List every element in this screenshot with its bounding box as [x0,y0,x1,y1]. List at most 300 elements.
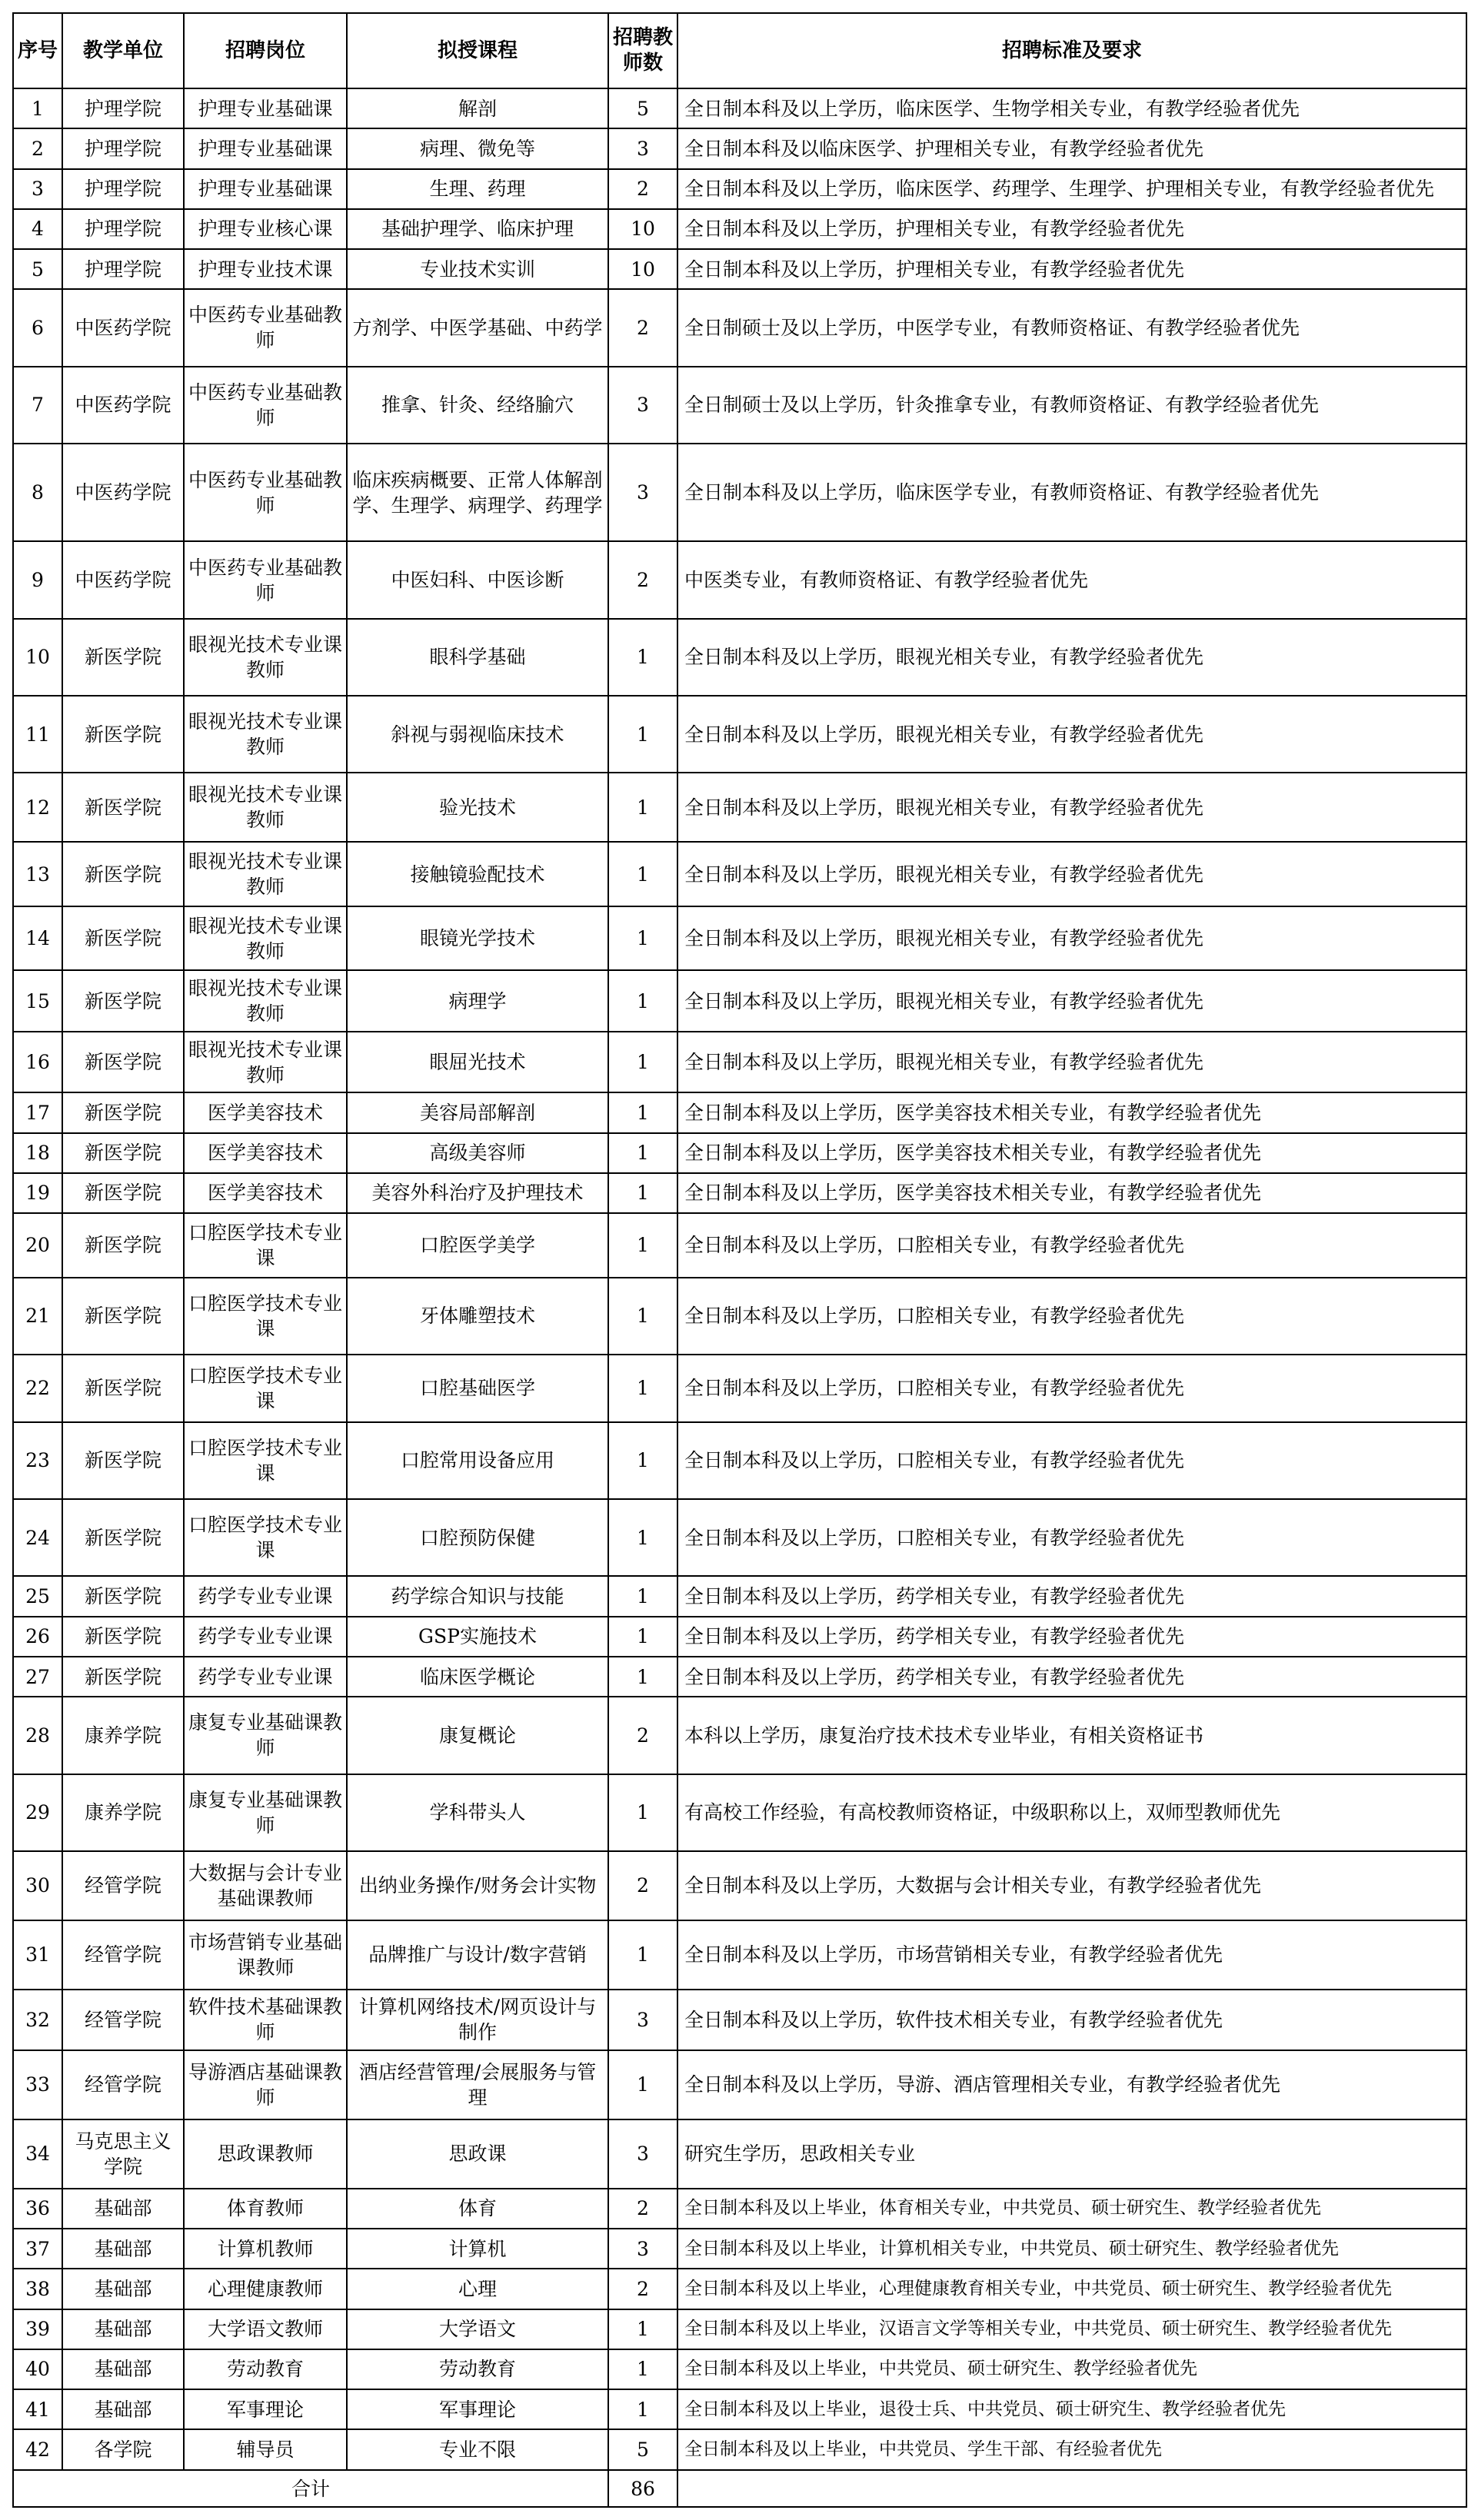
table-row [13,2429,1466,2470]
total-label: 合计 [13,2470,608,2507]
row-number: 13 [13,842,62,906]
teacher-count: 1 [608,1173,677,1213]
position: 军事理论 [184,2389,347,2429]
course: 军事理论 [347,2389,608,2429]
total-empty [677,2470,1466,2507]
teaching-unit: 中医药学院 [62,541,184,618]
position: 药学专业专业课 [184,1576,347,1616]
position: 护理专业基础课 [184,88,347,128]
requirements: 全日制本科及以上学历，药学相关专业，有教学经验者优先 [677,1617,1466,1657]
course: 眼屈光技术 [347,1032,608,1092]
table-row [13,1422,1466,1499]
requirements: 全日制硕士及以上学历，针灸推拿专业，有教师资格证、有教学经验者优先 [677,367,1466,444]
teaching-unit: 经管学院 [62,2050,184,2119]
requirements: 全日制本科及以上毕业，汉语言文学等相关专业，中共党员、硕士研究生、教学经验者优先 [677,2309,1466,2349]
teaching-unit: 新医学院 [62,1422,184,1499]
teacher-count: 3 [608,367,677,444]
teaching-unit: 新医学院 [62,1173,184,1213]
position: 护理专业基础课 [184,169,347,209]
teacher-count: 2 [608,1697,677,1774]
course: 临床疾病概要、正常人体解剖学、生理学、病理学、药理学 [347,444,608,542]
row-number: 6 [13,289,62,366]
position: 中医药专业基础教师 [184,541,347,618]
teacher-count: 3 [608,2119,677,2189]
teaching-unit: 各学院 [62,2429,184,2470]
teacher-count: 1 [608,1774,677,1851]
table-row [13,2189,1466,2229]
teacher-count: 5 [608,2429,677,2470]
position: 眼视光技术专业课教师 [184,773,347,842]
teaching-unit: 护理学院 [62,88,184,128]
header-post: 招聘岗位 [184,13,347,88]
requirements: 全日制本科及以上毕业，体育相关专业，中共党员、硕士研究生、教学经验者优先 [677,2189,1466,2229]
teaching-unit: 中医药学院 [62,367,184,444]
requirements: 全日制本科及以上学历，医学美容技术相关专业，有教学经验者优先 [677,1133,1466,1173]
teaching-unit: 康养学院 [62,1697,184,1774]
table-row [13,2309,1466,2349]
teaching-unit: 护理学院 [62,249,184,289]
row-number: 36 [13,2189,62,2229]
position: 劳动教育 [184,2349,347,2389]
row-number: 33 [13,2050,62,2119]
position: 护理专业核心课 [184,209,347,249]
total-count: 86 [608,2470,677,2507]
teaching-unit: 中医药学院 [62,289,184,366]
course: 方剂学、中医学基础、中药学 [347,289,608,366]
requirements: 全日制本科及以上学历，药学相关专业，有教学经验者优先 [677,1576,1466,1616]
position: 医学美容技术 [184,1092,347,1132]
teaching-unit: 新医学院 [62,970,184,1031]
row-number: 12 [13,773,62,842]
table-row [13,169,1466,209]
header-course: 拟授课程 [347,13,608,88]
requirements: 全日制本科及以上学历，眼视光相关专业，有教学经验者优先 [677,619,1466,696]
row-number: 37 [13,2229,62,2269]
table-row [13,773,1466,842]
course: 口腔医学美学 [347,1213,608,1278]
row-number: 34 [13,2119,62,2189]
table-row [13,1920,1466,1990]
course: 牙体雕塑技术 [347,1278,608,1355]
position: 眼视光技术专业课教师 [184,619,347,696]
row-number: 27 [13,1657,62,1697]
position: 口腔医学技术专业课 [184,1422,347,1499]
requirements: 全日制本科及以上学历，眼视光相关专业，有教学经验者优先 [677,773,1466,842]
course: GSP实施技术 [347,1617,608,1657]
table-row [13,1173,1466,1213]
course: 基础护理学、临床护理 [347,209,608,249]
position: 护理专业基础课 [184,128,347,168]
requirements: 全日制本科及以上学历，口腔相关专业，有教学经验者优先 [677,1422,1466,1499]
row-number: 4 [13,209,62,249]
requirements: 全日制本科及以上学历，医学美容技术相关专业，有教学经验者优先 [677,1173,1466,1213]
teacher-count: 1 [608,2050,677,2119]
teacher-count: 5 [608,88,677,128]
row-number: 1 [13,88,62,128]
teacher-count: 1 [608,1213,677,1278]
teacher-count: 3 [608,444,677,542]
table-row [13,1092,1466,1132]
table-row [13,2050,1466,2119]
table-row [13,842,1466,906]
teaching-unit: 康养学院 [62,1774,184,1851]
requirements: 全日制本科及以上学历，临床医学专业，有教师资格证、有教学经验者优先 [677,444,1466,542]
teaching-unit: 基础部 [62,2349,184,2389]
teaching-unit: 基础部 [62,2269,184,2309]
teacher-count: 1 [608,842,677,906]
teacher-count: 1 [608,619,677,696]
course: 中医妇科、中医诊断 [347,541,608,618]
teacher-count: 2 [608,2269,677,2309]
course: 临床医学概论 [347,1657,608,1697]
requirements: 研究生学历，思政相关专业 [677,2119,1466,2189]
table-row [13,970,1466,1031]
teaching-unit: 经管学院 [62,1851,184,1920]
teacher-count: 2 [608,541,677,618]
requirements: 全日制本科及以上学历，导游、酒店管理相关专业，有教学经验者优先 [677,2050,1466,2119]
table-row [13,2349,1466,2389]
position: 眼视光技术专业课教师 [184,906,347,971]
table-row [13,1133,1466,1173]
teacher-count: 1 [608,696,677,773]
table-row [13,696,1466,773]
requirements: 全日制本科及以上学历，医学美容技术相关专业，有教学经验者优先 [677,1092,1466,1132]
row-number: 23 [13,1422,62,1499]
teacher-count: 1 [608,1422,677,1499]
row-number: 38 [13,2269,62,2309]
teacher-count: 1 [608,1032,677,1092]
course: 美容局部解剖 [347,1092,608,1132]
position: 药学专业专业课 [184,1617,347,1657]
position: 护理专业技术课 [184,249,347,289]
position: 大学语文教师 [184,2309,347,2349]
table-row [13,906,1466,971]
table-row [13,1213,1466,1278]
teacher-count: 1 [608,1499,677,1576]
position: 中医药专业基础教师 [184,444,347,542]
table-row [13,1576,1466,1616]
table-row [13,367,1466,444]
course: 计算机网络技术/网页设计与制作 [347,1990,608,2050]
teaching-unit: 基础部 [62,2189,184,2229]
table-row [13,1774,1466,1851]
course: 心理 [347,2269,608,2309]
table-row [13,1355,1466,1422]
total-row [13,2470,1466,2507]
requirements: 全日制本科及以上学历，护理相关专业，有教学经验者优先 [677,209,1466,249]
table-row [13,619,1466,696]
teaching-unit: 基础部 [62,2389,184,2429]
course: 眼镜光学技术 [347,906,608,971]
teaching-unit: 新医学院 [62,1355,184,1422]
position: 辅导员 [184,2429,347,2470]
header-count: 招聘教师数 [608,13,677,88]
requirements: 全日制本科及以上学历，眼视光相关专业，有教学经验者优先 [677,842,1466,906]
table-row [13,128,1466,168]
teaching-unit: 新医学院 [62,1278,184,1355]
course: 计算机 [347,2229,608,2269]
position: 眼视光技术专业课教师 [184,842,347,906]
course: 专业不限 [347,2429,608,2470]
teaching-unit: 新医学院 [62,906,184,971]
teacher-count: 1 [608,970,677,1031]
teacher-count: 1 [608,906,677,971]
teaching-unit: 护理学院 [62,128,184,168]
course: 接触镜验配技术 [347,842,608,906]
teaching-unit: 新医学院 [62,1617,184,1657]
teaching-unit: 新医学院 [62,1213,184,1278]
requirements: 全日制本科及以上毕业，心理健康教育相关专业，中共党员、硕士研究生、教学经验者优先 [677,2269,1466,2309]
table-row [13,88,1466,128]
table-row [13,1990,1466,2050]
course: 出纳业务操作/财务会计实物 [347,1851,608,1920]
teacher-count: 3 [608,128,677,168]
course: 药学综合知识与技能 [347,1576,608,1616]
teaching-unit: 新医学院 [62,1576,184,1616]
course: 验光技术 [347,773,608,842]
requirements: 全日制本科及以上学历，软件技术相关专业，有教学经验者优先 [677,1990,1466,2050]
teacher-count: 1 [608,773,677,842]
row-number: 15 [13,970,62,1031]
position: 中医药专业基础教师 [184,289,347,366]
requirements: 全日制硕士及以上学历，中医学专业，有教师资格证、有教学经验者优先 [677,289,1466,366]
table-row [13,1278,1466,1355]
row-number: 42 [13,2429,62,2470]
table-row [13,1499,1466,1576]
row-number: 16 [13,1032,62,1092]
row-number: 10 [13,619,62,696]
teacher-count: 1 [608,1355,677,1422]
row-number: 9 [13,541,62,618]
row-number: 3 [13,169,62,209]
table-row [13,2389,1466,2429]
requirements: 全日制本科及以上学历，眼视光相关专业，有教学经验者优先 [677,970,1466,1031]
teacher-count: 1 [608,1920,677,1990]
table-row [13,1851,1466,1920]
row-number: 24 [13,1499,62,1576]
row-number: 17 [13,1092,62,1132]
requirements: 全日制本科及以上毕业，计算机相关专业，中共党员、硕士研究生、教学经验者优先 [677,2229,1466,2269]
table-row [13,1032,1466,1092]
table-row [13,2119,1466,2189]
row-number: 19 [13,1173,62,1213]
course: 酒店经营管理/会展服务与管理 [347,2050,608,2119]
position: 口腔医学技术专业课 [184,1278,347,1355]
table-row [13,2269,1466,2309]
teaching-unit: 经管学院 [62,1920,184,1990]
row-number: 29 [13,1774,62,1851]
teaching-unit: 新医学院 [62,842,184,906]
requirements: 中医类专业，有教师资格证、有教学经验者优先 [677,541,1466,618]
teaching-unit: 新医学院 [62,773,184,842]
course: 口腔预防保健 [347,1499,608,1576]
teacher-count: 1 [608,1657,677,1697]
teacher-count: 2 [608,1851,677,1920]
position: 口腔医学技术专业课 [184,1499,347,1576]
row-number: 22 [13,1355,62,1422]
row-number: 32 [13,1990,62,2050]
requirements: 全日制本科及以上学历，眼视光相关专业，有教学经验者优先 [677,696,1466,773]
teaching-unit: 新医学院 [62,619,184,696]
position: 大数据与会计专业基础课教师 [184,1851,347,1920]
teaching-unit: 马克思主义学院 [62,2119,184,2189]
row-number: 2 [13,128,62,168]
table-row [13,541,1466,618]
requirements: 本科以上学历，康复治疗技术技术专业毕业，有相关资格证书 [677,1697,1466,1774]
teaching-unit: 中医药学院 [62,444,184,542]
row-number: 7 [13,367,62,444]
course: 眼科学基础 [347,619,608,696]
teaching-unit: 护理学院 [62,209,184,249]
row-number: 30 [13,1851,62,1920]
teaching-unit: 经管学院 [62,1990,184,2050]
course: 专业技术实训 [347,249,608,289]
course: 劳动教育 [347,2349,608,2389]
requirements: 全日制本科及以上学历，临床医学、药理学、生理学、护理相关专业，有教学经验者优先 [677,169,1466,209]
table-row [13,1617,1466,1657]
course: 高级美容师 [347,1133,608,1173]
teacher-count: 2 [608,169,677,209]
course: 思政课 [347,2119,608,2189]
position: 眼视光技术专业课教师 [184,970,347,1031]
course: 推拿、针灸、经络腧穴 [347,367,608,444]
requirements: 全日制本科及以上学历，护理相关专业，有教学经验者优先 [677,249,1466,289]
table-body [13,88,1466,2470]
recruitment-table [12,12,1467,2508]
position: 眼视光技术专业课教师 [184,696,347,773]
teacher-count: 3 [608,1990,677,2050]
requirements: 全日制本科及以上毕业，中共党员、硕士研究生、教学经验者优先 [677,2349,1466,2389]
teaching-unit: 基础部 [62,2309,184,2349]
course: 口腔基础医学 [347,1355,608,1422]
teacher-count: 1 [608,2389,677,2429]
row-number: 28 [13,1697,62,1774]
requirements: 全日制本科及以上毕业，退役士兵、中共党员、硕士研究生、教学经验者优先 [677,2389,1466,2429]
teacher-count: 1 [608,1617,677,1657]
teacher-count: 1 [608,1092,677,1132]
teaching-unit: 基础部 [62,2229,184,2269]
header-no: 序号 [13,13,62,88]
teacher-count: 1 [608,1278,677,1355]
position: 眼视光技术专业课教师 [184,1032,347,1092]
row-number: 8 [13,444,62,542]
row-number: 14 [13,906,62,971]
table-row [13,1657,1466,1697]
requirements: 有高校工作经验，有高校教师资格证，中级职称以上，双师型教师优先 [677,1774,1466,1851]
row-number: 21 [13,1278,62,1355]
position: 医学美容技术 [184,1173,347,1213]
course: 品牌推广与设计/数字营销 [347,1920,608,1990]
teaching-unit: 新医学院 [62,1133,184,1173]
position: 康复专业基础课教师 [184,1697,347,1774]
requirements: 全日制本科及以上学历，大数据与会计相关专业，有教学经验者优先 [677,1851,1466,1920]
course: 大学语文 [347,2309,608,2349]
position: 心理健康教师 [184,2269,347,2309]
position: 市场营销专业基础课教师 [184,1920,347,1990]
row-number: 5 [13,249,62,289]
position: 中医药专业基础教师 [184,367,347,444]
teaching-unit: 新医学院 [62,1657,184,1697]
table-row [13,209,1466,249]
course: 斜视与弱视临床技术 [347,696,608,773]
course: 生理、药理 [347,169,608,209]
row-number: 25 [13,1576,62,1616]
position: 体育教师 [184,2189,347,2229]
row-number: 20 [13,1213,62,1278]
teacher-count: 1 [608,1133,677,1173]
row-number: 18 [13,1133,62,1173]
position: 软件技术基础课教师 [184,1990,347,2050]
table-row [13,444,1466,542]
requirements: 全日制本科及以上学历，口腔相关专业，有教学经验者优先 [677,1278,1466,1355]
requirements: 全日制本科及以上学历，眼视光相关专业，有教学经验者优先 [677,906,1466,971]
requirements: 全日制本科及以临床医学、护理相关专业，有教学经验者优先 [677,128,1466,168]
header-unit: 教学单位 [62,13,184,88]
row-number: 41 [13,2389,62,2429]
requirements: 全日制本科及以上学历，口腔相关专业，有教学经验者优先 [677,1355,1466,1422]
position: 医学美容技术 [184,1133,347,1173]
requirements: 全日制本科及以上学历，市场营销相关专业，有教学经验者优先 [677,1920,1466,1990]
teacher-count: 1 [608,1576,677,1616]
course: 病理、微免等 [347,128,608,168]
requirements: 全日制本科及以上学历，药学相关专业，有教学经验者优先 [677,1657,1466,1697]
requirements: 全日制本科及以上学历，口腔相关专业，有教学经验者优先 [677,1213,1466,1278]
row-number: 26 [13,1617,62,1657]
position: 导游酒店基础课教师 [184,2050,347,2119]
course: 病理学 [347,970,608,1031]
requirements: 全日制本科及以上学历，临床医学、生物学相关专业，有教学经验者优先 [677,88,1466,128]
table-row [13,2229,1466,2269]
row-number: 11 [13,696,62,773]
requirements: 全日制本科及以上毕业，中共党员、学生干部、有经验者优先 [677,2429,1466,2470]
course: 学科带头人 [347,1774,608,1851]
teaching-unit: 新医学院 [62,1092,184,1132]
teaching-unit: 新医学院 [62,696,184,773]
header-row [13,13,1466,88]
teacher-count: 10 [608,249,677,289]
teaching-unit: 护理学院 [62,169,184,209]
position: 思政课教师 [184,2119,347,2189]
requirements: 全日制本科及以上学历，口腔相关专业，有教学经验者优先 [677,1499,1466,1576]
teacher-count: 1 [608,2309,677,2349]
teaching-unit: 新医学院 [62,1499,184,1576]
header-requirements: 招聘标准及要求 [677,13,1466,88]
course: 体育 [347,2189,608,2229]
requirements: 全日制本科及以上学历，眼视光相关专业，有教学经验者优先 [677,1032,1466,1092]
teacher-count: 1 [608,2349,677,2389]
teaching-unit: 新医学院 [62,1032,184,1092]
course: 康复概论 [347,1697,608,1774]
teacher-count: 3 [608,2229,677,2269]
table-row [13,1697,1466,1774]
table-row [13,249,1466,289]
course: 美容外科治疗及护理技术 [347,1173,608,1213]
position: 口腔医学技术专业课 [184,1213,347,1278]
row-number: 39 [13,2309,62,2349]
table-row [13,289,1466,366]
course: 解剖 [347,88,608,128]
position: 计算机教师 [184,2229,347,2269]
teacher-count: 10 [608,209,677,249]
teacher-count: 2 [608,289,677,366]
teacher-count: 2 [608,2189,677,2229]
row-number: 31 [13,1920,62,1990]
course: 口腔常用设备应用 [347,1422,608,1499]
position: 口腔医学技术专业课 [184,1355,347,1422]
position: 药学专业专业课 [184,1657,347,1697]
row-number: 40 [13,2349,62,2389]
position: 康复专业基础课教师 [184,1774,347,1851]
